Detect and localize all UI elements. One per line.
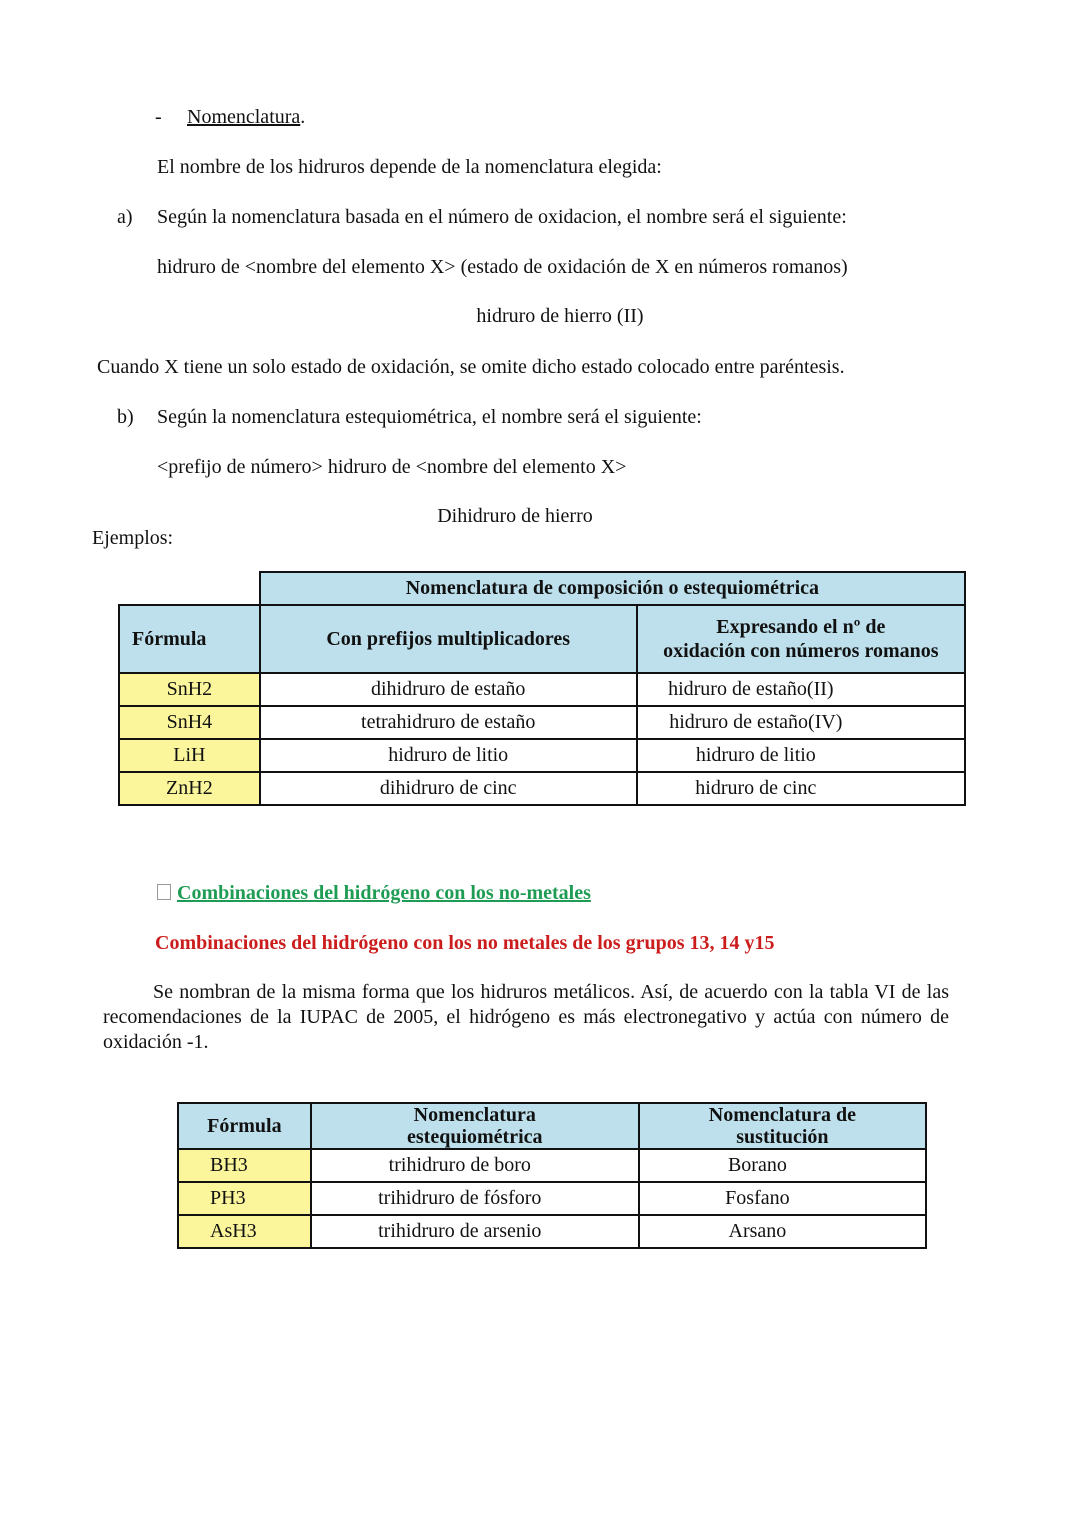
item-b-text: Según la nomenclatura estequiométrica, el nombre será el siguiente:: [157, 406, 702, 428]
checkbox-icon: [157, 884, 171, 900]
table2-formula-cell: AsH3: [178, 1215, 311, 1248]
table2-col-subst: [639, 1103, 926, 1149]
table1-prefix-cell: dihidruro de estaño: [260, 673, 637, 706]
table2-col-stoich-line1: Nomenclatura: [413, 1104, 536, 1126]
table-row: [119, 673, 965, 706]
nonmetal-table: [177, 1102, 927, 1249]
table2-subst-cell: Borano: [639, 1149, 926, 1182]
section-dash: -: [155, 106, 162, 128]
table1-formula-cell: ZnH2: [119, 772, 260, 805]
table-row: [178, 1182, 926, 1215]
table1-col-roman: [637, 605, 965, 673]
examples-label: Ejemplos:: [92, 527, 174, 549]
table2-stoich-cell: trihidruro de fósforo: [311, 1182, 639, 1215]
paragraph: Se nombran de la misma forma que los hidruros metálicos. Así, de acuerdo con la tabla VI de las recomendaciones de la IUPAC de 2005, el hidrógeno es más electronegativo y actúa con número de oxidación -1.: [103, 981, 949, 1053]
note-text: Cuando X tiene un solo estado de oxidación, se omite dicho estado colocado entre paréntesis.: [97, 356, 845, 378]
table1-group-header: Nomenclatura de composición o estequiométrica: [260, 572, 965, 605]
table1-prefix-cell: tetrahidruro de estaño: [260, 706, 637, 739]
table2-stoich-cell: trihidruro de boro: [311, 1149, 639, 1182]
section-heading: [187, 105, 305, 129]
section2-heading-text: Combinaciones del hidrógeno con los no-metales: [177, 882, 591, 904]
section-heading-period: .: [300, 106, 306, 128]
item-a-example: hidruro de hierro (II): [476, 305, 644, 327]
table2-col-stoich: [311, 1103, 639, 1149]
table1-empty-corner: [119, 572, 260, 605]
table1-col-prefix: Con prefijos multiplicadores: [260, 605, 637, 673]
table1-formula-cell: SnH4: [119, 706, 260, 739]
table1-roman-cell: hidruro de estaño(II): [637, 673, 965, 706]
item-b-pattern: <prefijo de número> hidruro de <nombre del elemento X>: [157, 456, 627, 478]
table2-subst-cell: Arsano: [639, 1215, 926, 1248]
section2-heading: [157, 881, 591, 905]
item-a-pattern: hidruro de <nombre del elemento X> (estado de oxidación de X en números romanos): [157, 256, 848, 278]
subheading: Combinaciones del hidrógeno con los no metales de los grupos 13, 14 y15: [155, 932, 775, 954]
table2-col-subst-line1: Nomenclatura de: [708, 1104, 856, 1126]
section-heading-text: Nomenclatura: [187, 106, 301, 128]
table-row: [119, 706, 965, 739]
table-row: [119, 739, 965, 772]
table2-col-stoich-line2: estequiométrica: [407, 1126, 543, 1148]
item-a-text: Según la nomenclatura basada en el número de oxidacion, el nombre será el siguiente:: [157, 206, 847, 228]
table2-col-subst-line2: sustitución: [736, 1126, 829, 1148]
table1-formula-cell: SnH2: [119, 673, 260, 706]
table1-roman-cell: hidruro de cinc: [637, 772, 965, 805]
table1-roman-cell: hidruro de litio: [637, 739, 965, 772]
table2-stoich-cell: trihidruro de arsenio: [311, 1215, 639, 1248]
table1-prefix-cell: dihidruro de cinc: [260, 772, 637, 805]
intro-text: El nombre de los hidruros depende de la nomenclatura elegida:: [157, 156, 662, 178]
table1-col-roman-line2: oxidación con números romanos: [663, 640, 939, 662]
table2-col-formula: Fórmula: [178, 1103, 311, 1149]
table-row: [178, 1149, 926, 1182]
item-b-example: Dihidruro de hierro: [437, 505, 593, 527]
table2-formula-cell: BH3: [178, 1149, 311, 1182]
table1-roman-cell: hidruro de estaño(IV): [637, 706, 965, 739]
table1-col-roman-line1: Expresando el nº de: [716, 616, 886, 638]
table2-subst-cell: Fosfano: [639, 1182, 926, 1215]
table1-col-formula: Fórmula: [119, 605, 260, 673]
table2-formula-cell: PH3: [178, 1182, 311, 1215]
table1-formula-cell: LiH: [119, 739, 260, 772]
table1-prefix-cell: hidruro de litio: [260, 739, 637, 772]
item-b-marker: b): [117, 406, 134, 428]
table-row: [178, 1215, 926, 1248]
item-a-marker: a): [117, 206, 133, 228]
table-row: [119, 772, 965, 805]
hydride-table: [118, 571, 966, 806]
